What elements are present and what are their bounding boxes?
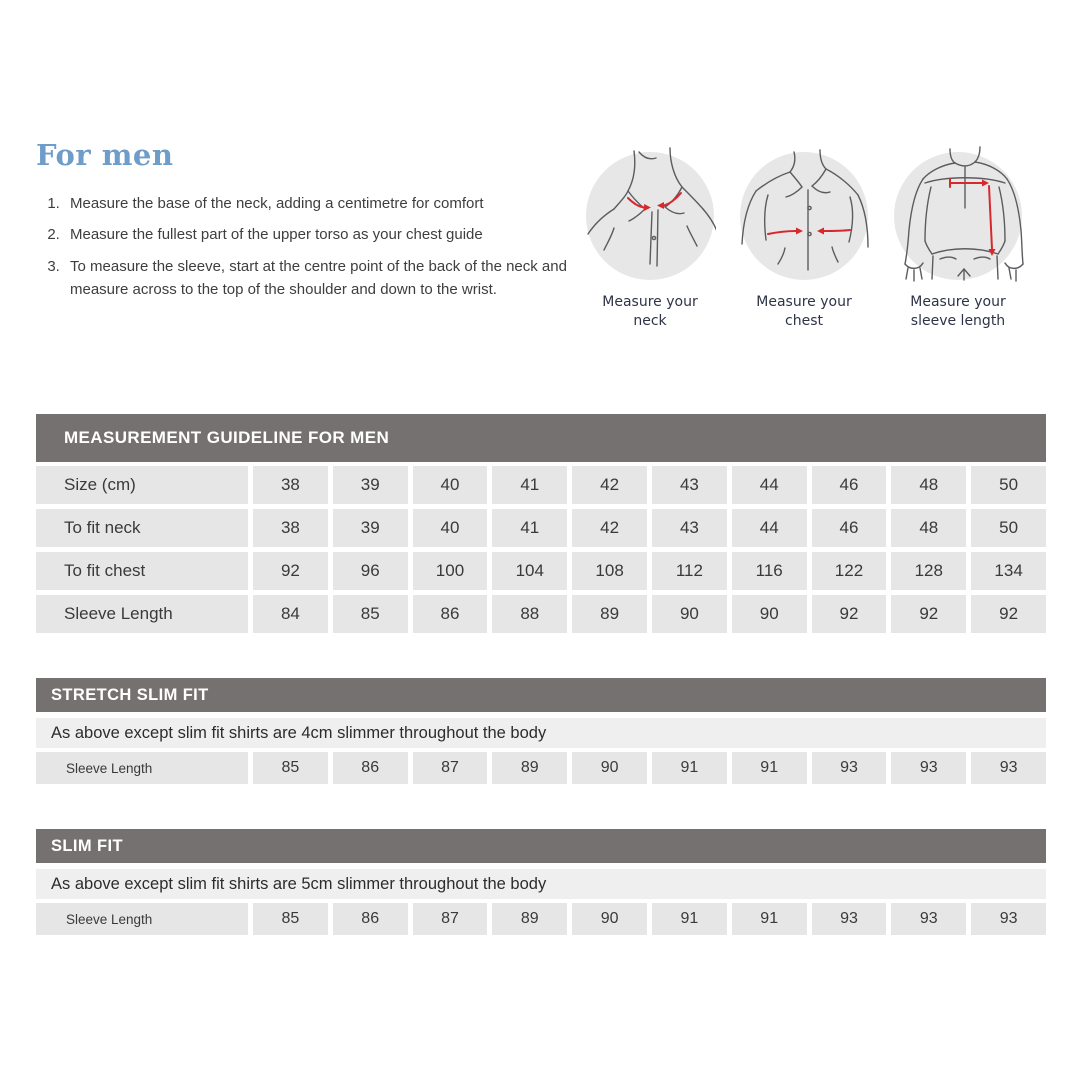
size-value-cell: 86 [413,595,488,633]
size-value-cell: 87 [413,752,488,784]
size-value-cell: 86 [333,903,408,935]
size-value-cell: 85 [253,903,328,935]
slim-fit-note: As above except slim fit shirts are 5cm slimmer throughout the body [36,869,1046,899]
size-value-cell: 40 [413,509,488,547]
size-value-cell: 92 [971,595,1046,633]
size-value-cell: 122 [812,552,887,590]
size-value-cell: 92 [253,552,328,590]
row-label: Sleeve Length [36,595,248,633]
size-value-cell: 50 [971,466,1046,504]
diagram-measure-neck [584,146,716,331]
instruction-item-1: 1. Measure the base of the neck, adding a centimetre for comfort [64,192,576,215]
size-value-cell: 87 [413,903,488,935]
measurement-guideline-table [36,414,1046,633]
table-row-sleeve [36,903,1046,935]
size-value-cell: 42 [572,466,647,504]
row-label: Size (cm) [36,466,248,504]
instruction-item-3: 3. To measure the sleeve, start at the centre point of the back of the neck and measure across to the top of the shoulder and down to the wrist. [64,255,576,302]
size-value-cell: 39 [333,466,408,504]
size-value-cell: 93 [971,752,1046,784]
table-row-sleeve [36,595,1046,633]
size-value-cell: 93 [971,903,1046,935]
size-value-cell: 90 [652,595,727,633]
stretch-slim-fit-table [36,678,1046,784]
size-value-cell: 116 [732,552,807,590]
stretch-slim-fit-title: STRETCH SLIM FIT [36,678,1046,712]
size-value-cell: 40 [413,466,488,504]
page-title: For men [36,138,174,172]
size-value-cell: 48 [891,466,966,504]
instruction-item-2: 2. Measure the fullest part of the upper torso as your chest guide [64,223,576,246]
size-value-cell: 91 [652,903,727,935]
size-value-cell: 90 [732,595,807,633]
table-row-size [36,466,1046,504]
size-value-cell: 90 [572,752,647,784]
row-label: To fit chest [36,552,248,590]
size-value-cell: 104 [492,552,567,590]
table-row-chest [36,552,1046,590]
size-value-cell: 93 [812,752,887,784]
size-value-cell: 41 [492,509,567,547]
neck-measure-icon [584,146,716,282]
size-value-cell: 46 [812,509,887,547]
size-value-cell: 93 [891,903,966,935]
measuring-instructions [38,192,576,309]
size-value-cell: 85 [253,752,328,784]
row-label: Sleeve Length [36,903,248,935]
measurement-table-title: MEASUREMENT GUIDELINE FOR MEN [36,414,1046,462]
size-value-cell: 46 [812,466,887,504]
size-value-cell: 90 [572,903,647,935]
size-value-cell: 48 [891,509,966,547]
size-value-cell: 91 [732,903,807,935]
size-value-cell: 41 [492,466,567,504]
size-value-cell: 91 [652,752,727,784]
slim-fit-table [36,829,1046,935]
diagram-measure-chest [738,146,870,331]
size-value-cell: 85 [333,595,408,633]
size-value-cell: 38 [253,466,328,504]
size-value-cell: 92 [812,595,887,633]
size-value-cell: 89 [572,595,647,633]
diagram-caption-sleeve: Measure your sleeve length [910,294,1006,329]
size-value-cell: 89 [492,903,567,935]
size-value-cell: 88 [492,595,567,633]
size-value-cell: 92 [891,595,966,633]
diagram-measure-sleeve [892,146,1024,331]
table-row-sleeve [36,752,1046,784]
slim-fit-title: SLIM FIT [36,829,1046,863]
size-value-cell: 128 [891,552,966,590]
measurement-table-rows [36,466,1046,633]
size-value-cell: 44 [732,466,807,504]
size-value-cell: 44 [732,509,807,547]
size-value-cell: 96 [333,552,408,590]
size-value-cell: 93 [891,752,966,784]
size-value-cell: 100 [413,552,488,590]
size-value-cell: 134 [971,552,1046,590]
size-value-cell: 43 [652,466,727,504]
size-value-cell: 93 [812,903,887,935]
measurement-diagrams [584,146,1024,331]
table-row-neck [36,509,1046,547]
size-value-cell: 39 [333,509,408,547]
size-value-cell: 89 [492,752,567,784]
size-value-cell: 91 [732,752,807,784]
chest-measure-icon [738,146,870,282]
size-value-cell: 42 [572,509,647,547]
size-value-cell: 108 [572,552,647,590]
size-value-cell: 112 [652,552,727,590]
diagram-caption-neck: Measure your neck [602,294,698,329]
size-value-cell: 50 [971,509,1046,547]
size-value-cell: 38 [253,509,328,547]
size-value-cell: 43 [652,509,727,547]
size-value-cell: 86 [333,752,408,784]
diagram-caption-chest: Measure your chest [756,294,852,329]
row-label: Sleeve Length [36,752,248,784]
stretch-slim-fit-note: As above except slim fit shirts are 4cm slimmer throughout the body [36,718,1046,748]
size-value-cell: 84 [253,595,328,633]
sleeve-measure-icon [892,146,1024,282]
row-label: To fit neck [36,509,248,547]
